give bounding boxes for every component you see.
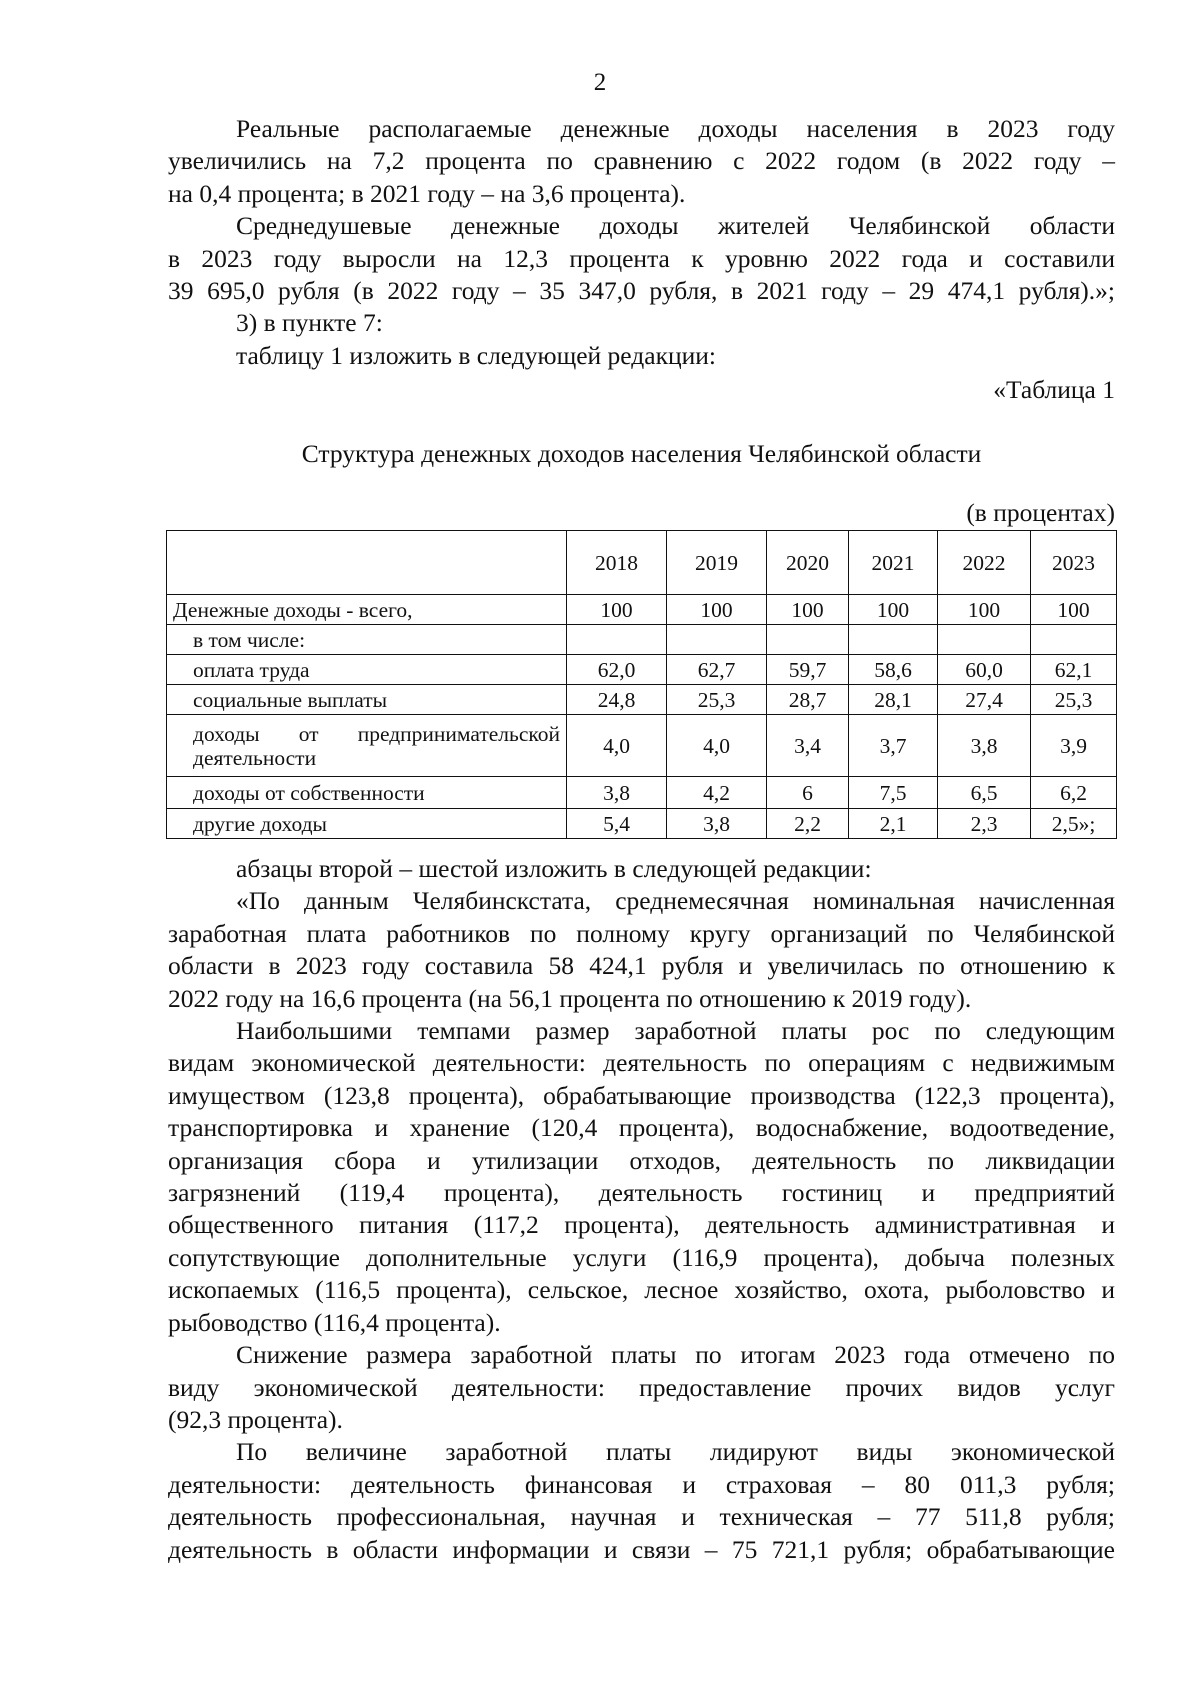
- table-cell: 3,9: [1031, 715, 1117, 777]
- text-line: организация сбора и утилизации отходов, деятельность по ликвидации: [168, 1145, 1115, 1175]
- text-line: 39 695,0 рубля (в 2022 году – 35 347,0 рубля, в 2021 году – 29 474,1 рубля).»;: [168, 276, 1115, 306]
- table-cell: 25,3: [1031, 685, 1117, 715]
- text-line: деятельность профессиональная, научная и техническая – 77 511,8 рубля;: [168, 1502, 1115, 1532]
- table-cell: 58,6: [849, 655, 938, 685]
- table-caption: «Таблица 1: [993, 375, 1115, 404]
- table-cell: 62,0: [567, 655, 667, 685]
- text-line: области в 2023 году составила 58 424,1 рубля и увеличилась по отношению к: [168, 951, 1115, 981]
- year-header: 2022: [938, 531, 1031, 595]
- income-structure-table: [166, 530, 1117, 839]
- row-label: другие доходы: [167, 809, 567, 839]
- table-cell: 6: [767, 777, 849, 809]
- table-cell: 6,5: [938, 777, 1031, 809]
- table-row: [167, 809, 1117, 839]
- row-label: доходы от собственности: [167, 777, 567, 809]
- table-cell: 100: [767, 595, 849, 625]
- table-cell: 2,2: [767, 809, 849, 839]
- text-line: 2022 году на 16,6 процента (на 56,1 процента по отношению к 2019 году).: [168, 983, 972, 1013]
- table-cell: 100: [938, 595, 1031, 625]
- table-cell: 3,8: [567, 777, 667, 809]
- text-line: деятельности: деятельность финансовая и страховая – 80 011,3 рубля;: [168, 1469, 1115, 1499]
- table-cell: 62,7: [667, 655, 767, 685]
- text-line: заработная плата работников по полному кругу организаций по Челябинской: [168, 918, 1115, 948]
- table-row: [167, 625, 1117, 655]
- table-cell: 4,0: [667, 715, 767, 777]
- table-cell: [1031, 625, 1117, 655]
- text-line: сопутствующие дополнительные услуги (116,9 процента), добыча полезных: [168, 1242, 1115, 1272]
- table-cell: 28,1: [849, 685, 938, 715]
- table-row: [167, 777, 1117, 809]
- text-line: Среднедушевые денежные доходы жителей Челябинской области: [236, 211, 1115, 241]
- page-number: 2: [593, 69, 607, 96]
- row-label: Денежные доходы - всего,: [167, 595, 567, 625]
- text-line: виду экономической деятельности: предоставление прочих видов услуг: [168, 1372, 1115, 1402]
- table-cell: 3,8: [938, 715, 1031, 777]
- table-cell: 100: [667, 595, 767, 625]
- table-unit: (в процентах): [966, 498, 1115, 527]
- year-header: 2020: [767, 531, 849, 595]
- table-cell: 3,8: [667, 809, 767, 839]
- table-cell: [567, 625, 667, 655]
- text-line: на 0,4 процента; в 2021 году – на 3,6 процента).: [168, 178, 686, 208]
- text-line: 3) в пункте 7:: [236, 308, 383, 338]
- table-cell: 25,3: [667, 685, 767, 715]
- table-cell: 100: [1031, 595, 1117, 625]
- text-line: По величине заработной платы лидируют виды экономической: [236, 1437, 1115, 1467]
- text-line: в 2023 году выросли на 12,3 процента к уровню 2022 года и составили: [168, 243, 1115, 273]
- table-cell: [938, 625, 1031, 655]
- table-header-row: [167, 531, 1117, 595]
- text-line: (92,3 процента).: [168, 1404, 343, 1434]
- row-label: в том числе:: [167, 625, 567, 655]
- table-cell: 7,5: [849, 777, 938, 809]
- row-label: [167, 715, 567, 777]
- intro-section: [168, 113, 1115, 372]
- table-cell: 5,4: [567, 809, 667, 839]
- table-cell: 27,4: [938, 685, 1031, 715]
- year-header: 2019: [667, 531, 767, 595]
- text-line: Снижение размера заработной платы по итогам 2023 года отмечено по: [236, 1340, 1115, 1370]
- table-cell: 4,0: [567, 715, 667, 777]
- row-label-line: доходы от предпринимательской: [193, 721, 560, 746]
- table-cell: 59,7: [767, 655, 849, 685]
- table-title: Структура денежных доходов населения Челябинской области: [301, 439, 982, 468]
- table-cell: 100: [849, 595, 938, 625]
- text-line: общественного питания (117,2 процента), деятельность административная и: [168, 1210, 1115, 1240]
- table-cell: 62,1: [1031, 655, 1117, 685]
- table-cell: [667, 625, 767, 655]
- table-cell: 6,2: [1031, 777, 1117, 809]
- text-line: рыбоводство (116,4 процента).: [168, 1307, 501, 1337]
- table-cell: 100: [567, 595, 667, 625]
- table-cell: [849, 625, 938, 655]
- text-line: абзацы второй – шестой изложить в следующей редакции:: [236, 854, 872, 883]
- header-empty-cell: [167, 531, 567, 595]
- table-cell: 2,1: [849, 809, 938, 839]
- text-line: деятельность в области информации и связи – 75 721,1 рубля; обрабатывающие: [168, 1534, 1115, 1564]
- text-line: таблицу 1 изложить в следующей редакции:: [236, 340, 716, 370]
- text-line: увеличились на 7,2 процента по сравнению с 2022 годом (в 2022 году –: [168, 146, 1115, 176]
- table-cell: 3,4: [767, 715, 849, 777]
- amendment-section: [168, 853, 1115, 1566]
- row-label-line: деятельности: [193, 745, 317, 770]
- year-header: 2018: [567, 531, 667, 595]
- row-label: социальные выплаты: [167, 685, 567, 715]
- table-row: [167, 685, 1117, 715]
- text-line: имуществом (123,8 процента), обрабатывающие производства (122,3 процента),: [168, 1080, 1115, 1110]
- table-row: [167, 655, 1117, 685]
- table-cell: 28,7: [767, 685, 849, 715]
- table-cell: 2,5»;: [1031, 809, 1117, 839]
- text-line: Реальные располагаемые денежные доходы населения в 2023 году: [236, 114, 1115, 143]
- table-cell: 24,8: [567, 685, 667, 715]
- text-line: «По данным Челябинскстата, среднемесячная номинальная начисленная: [236, 886, 1115, 916]
- text-line: видам экономической деятельности: деятельность по операциям с недвижимым: [168, 1048, 1115, 1078]
- year-header: 2023: [1031, 531, 1117, 595]
- text-line: Наибольшими темпами размер заработной платы рос по следующим: [236, 1016, 1115, 1046]
- text-line: транспортировка и хранение (120,4 процента), водоснабжение, водоотведение,: [168, 1113, 1115, 1143]
- table-row: [167, 595, 1117, 625]
- table-cell: 60,0: [938, 655, 1031, 685]
- text-line: ископаемых (116,5 процента), сельское, лесное хозяйство, охота, рыболовство и: [168, 1275, 1115, 1305]
- table-row: [167, 715, 1117, 777]
- text-line: загрязнений (119,4 процента), деятельность гостиниц и предприятий: [168, 1178, 1115, 1208]
- row-label: оплата труда: [167, 655, 567, 685]
- table-cell: 4,2: [667, 777, 767, 809]
- table-cell: 3,7: [849, 715, 938, 777]
- table-cell: [767, 625, 849, 655]
- table-cell: 2,3: [938, 809, 1031, 839]
- year-header: 2021: [849, 531, 938, 595]
